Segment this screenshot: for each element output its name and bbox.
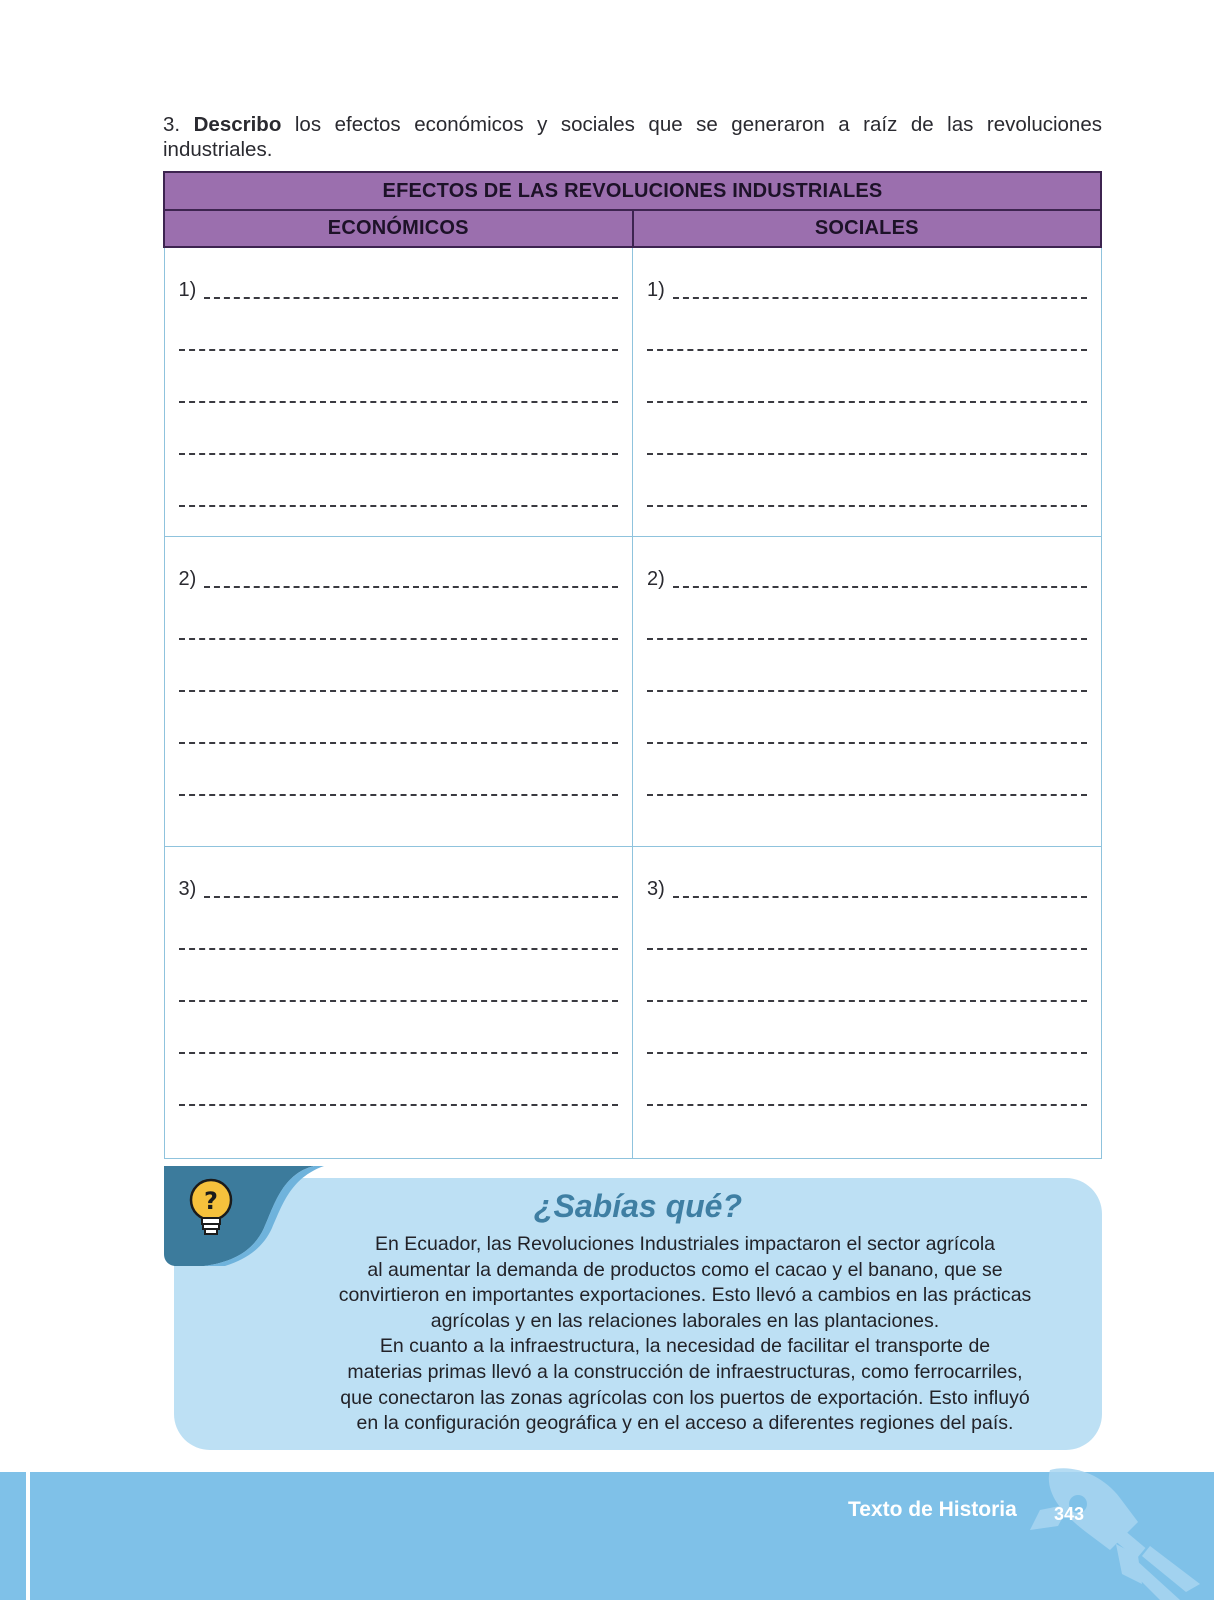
- answer-line[interactable]: [647, 435, 1087, 455]
- answer-line[interactable]: [179, 982, 619, 1002]
- answer-line[interactable]: [179, 1034, 619, 1054]
- column-header-economicos: ECONÓMICOS: [164, 210, 633, 247]
- table-row: [164, 847, 1101, 1159]
- footer-stripe: [26, 1472, 30, 1600]
- answer-cell-economicos-2[interactable]: [164, 537, 633, 847]
- info-line: En cuanto a la infraestructura, la necesidad de facilitar el transporte de: [379, 1335, 991, 1358]
- effects-table: [163, 171, 1102, 1159]
- item-number: 3): [647, 878, 665, 900]
- answer-line[interactable]: [647, 620, 1087, 640]
- column-header-sociales: SOCIALES: [633, 210, 1102, 247]
- answer-cell-sociales-2[interactable]: [633, 537, 1102, 847]
- answer-line[interactable]: [179, 620, 619, 640]
- answer-line[interactable]: [204, 878, 618, 898]
- item-number: 1): [178, 279, 197, 301]
- answer-line[interactable]: [179, 724, 619, 744]
- item-number: 2): [178, 568, 197, 590]
- rocket-icon: [1010, 1464, 1210, 1600]
- info-line: al aumentar la demanda de productos como el cacao y el banano, que se: [367, 1258, 1003, 1281]
- did-you-know-text: [280, 1232, 1090, 1437]
- answer-line[interactable]: [647, 331, 1087, 351]
- answer-line[interactable]: [179, 331, 619, 351]
- table-row: [164, 537, 1101, 847]
- info-line: que conectaron las zonas agrícolas con los puertos de exportación. Esto influyó: [340, 1386, 1030, 1409]
- exercise-instruction: [163, 112, 1102, 162]
- info-line: agrícolas y en las relaciones laborales en las plantaciones.: [430, 1309, 940, 1332]
- answer-line[interactable]: [179, 487, 619, 507]
- answer-line[interactable]: [179, 930, 619, 950]
- answer-line[interactable]: [647, 982, 1087, 1002]
- answer-cell-sociales-3[interactable]: [633, 847, 1102, 1159]
- answer-cell-sociales-1[interactable]: [633, 247, 1102, 537]
- answer-line[interactable]: [647, 383, 1087, 403]
- answer-line[interactable]: [673, 878, 1087, 898]
- page-number: 343: [1054, 1504, 1085, 1524]
- answer-line[interactable]: [647, 1086, 1087, 1106]
- exercise-verb: Describo: [193, 113, 282, 136]
- answer-line[interactable]: [647, 1034, 1087, 1054]
- item-number: 3): [178, 878, 197, 900]
- answer-line[interactable]: [204, 279, 618, 299]
- table-title: EFECTOS DE LAS REVOLUCIONES INDUSTRIALES: [164, 172, 1101, 210]
- answer-line[interactable]: [647, 724, 1087, 744]
- did-you-know-title: ¿Sabías qué?: [533, 1188, 743, 1224]
- info-line: convirtieron en importantes exportaciones. Esto llevó a cambios en las prácticas: [338, 1284, 1032, 1307]
- answer-line[interactable]: [204, 568, 618, 588]
- answer-line[interactable]: [179, 435, 619, 455]
- item-number: 1): [647, 279, 665, 301]
- answer-line[interactable]: [647, 930, 1087, 950]
- answer-line[interactable]: [647, 672, 1087, 692]
- book-title: Texto de Historia: [848, 1498, 1017, 1521]
- item-number: 2): [647, 568, 665, 590]
- svg-text:?: ?: [204, 1187, 218, 1215]
- info-line: materias primas llevó a la construcción de infraestructuras, como ferrocarriles,: [347, 1360, 1023, 1383]
- answer-cell-economicos-1[interactable]: [164, 247, 633, 537]
- answer-line[interactable]: [179, 383, 619, 403]
- answer-line[interactable]: [179, 1086, 619, 1106]
- exercise-number: 3.: [163, 113, 181, 136]
- answer-line[interactable]: [179, 672, 619, 692]
- exercise-text: los efectos económicos y sociales que se generaron a raíz de las revoluciones industriales.: [163, 113, 1102, 161]
- answer-line[interactable]: [673, 568, 1087, 588]
- answer-line[interactable]: [179, 776, 619, 796]
- table-row: [164, 247, 1101, 537]
- info-line: en la configuración geográfica y en el acceso a diferentes regiones del país.: [356, 1412, 1014, 1435]
- answer-line[interactable]: [647, 776, 1087, 796]
- answer-line[interactable]: [647, 487, 1087, 507]
- answer-line[interactable]: [673, 279, 1087, 299]
- info-line: En Ecuador, las Revoluciones Industriales impactaron el sector agrícola: [375, 1233, 995, 1255]
- answer-cell-economicos-3[interactable]: [164, 847, 633, 1159]
